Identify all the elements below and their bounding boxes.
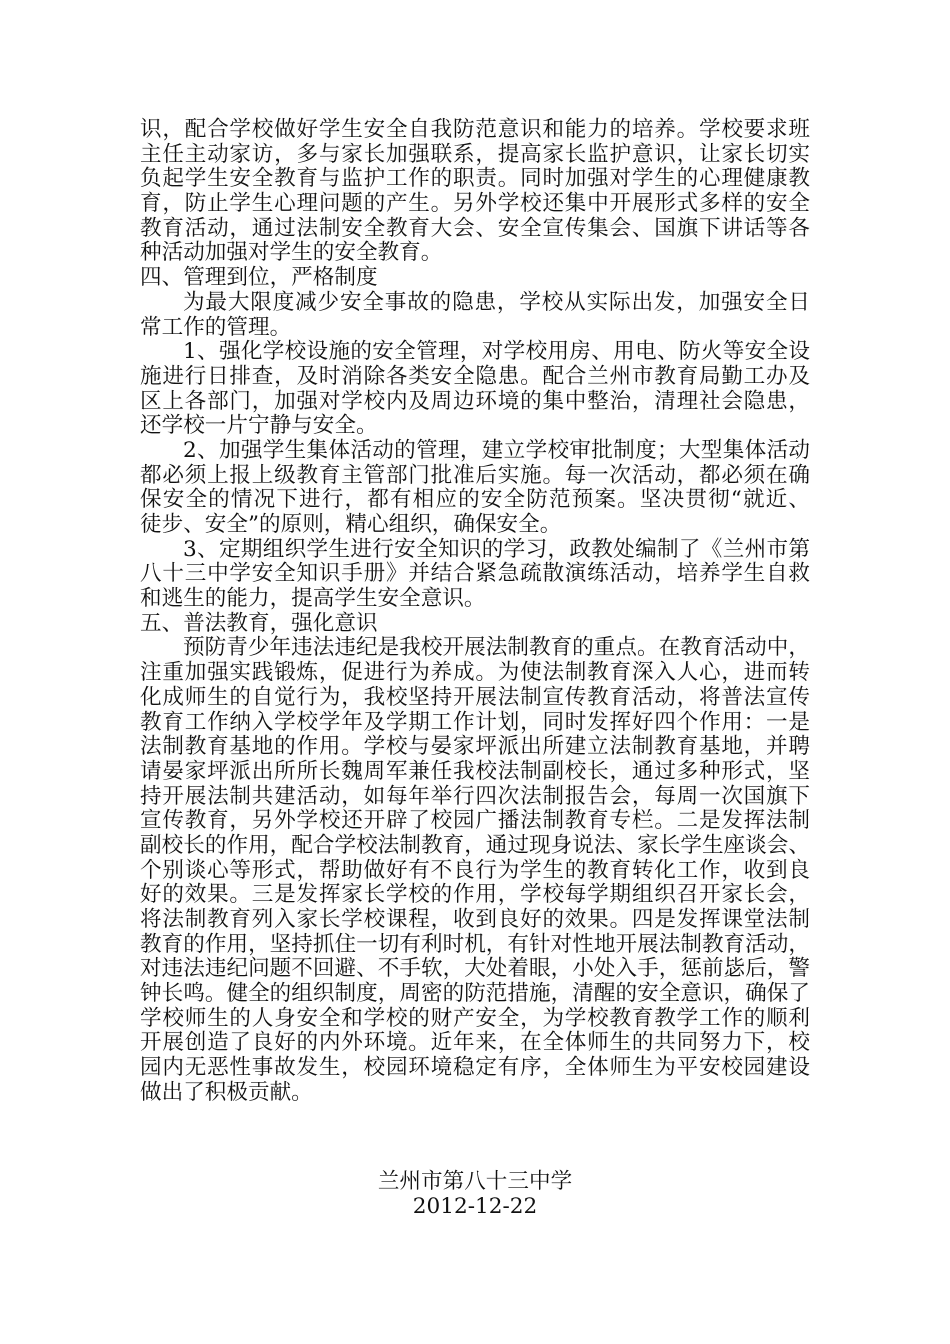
text-line: 施进行日排查，及时消除各类安全隐患。配合兰州市教育局勤工办及 — [140, 363, 810, 389]
signature-date: 2012-12-22 — [412, 1194, 538, 1219]
text-line: 常工作的管理。 — [140, 314, 292, 340]
text-line: 育，防止学生心理问题的产生。另外学校还集中开展形式多样的安全 — [140, 191, 810, 217]
text-line: 副校长的作用，配合学校法制教育，通过现身说法、家长学生座谈会、 — [140, 832, 810, 858]
text-line: 和逃生的能力，提高学生安全意识。 — [140, 586, 486, 612]
text-line: 请晏家坪派出所所长魏周军兼任我校法制副校长，通过多种形式，坚 — [140, 758, 810, 784]
text-line: 为最大限度减少安全事故的隐患，学校从实际出发，加强安全日 — [183, 289, 810, 315]
text-line: 教育工作纳入学校学年及学期工作计划，同时发挥好四个作用：一是 — [140, 709, 810, 735]
text-line: 个别谈心等形式，帮助做好有不良行为学生的教育转化工作，收到良 — [140, 857, 810, 883]
text-line: 宣传教育，另外学校还开辟了校园广播法制教育专栏。二是发挥法制 — [140, 808, 810, 834]
text-line: 五、普法教育，强化意识 — [140, 610, 378, 636]
text-line: 3、定期组织学生进行安全知识的学习，政教处编制了《兰州市第 — [183, 536, 810, 562]
text-line: 开展创造了良好的内外环境。近年来，在全体师生的共同努力下，校 — [140, 1030, 810, 1056]
text-line: 八十三中学安全知识手册》并结合紧急疏散演练活动，培养学生自救 — [140, 561, 810, 587]
text-line: 1、强化学校设施的安全管理，对学校用房、用电、防火等安全设 — [183, 339, 810, 365]
text-line: 识，配合学校做好学生安全自我防范意识和能力的培养。学校要求班 — [140, 117, 810, 142]
text-line: 都必须上报上级教育主管部门批准后实施。每一次活动，都必须在确 — [140, 462, 810, 488]
text-line: 教育活动，通过法制安全教育大会、安全宣传集会、国旗下讲话等各 — [140, 215, 810, 241]
text-line: 还学校一片宁静与安全。 — [140, 413, 378, 439]
text-line: 主任主动家访，多与家长加强联系，提高家长监护意识，让家长切实 — [140, 141, 810, 167]
document-body — [140, 118, 810, 1106]
text-line: 预防青少年违法违纪是我校开展法制教育的重点。在教育活动中， — [183, 635, 810, 661]
text-line: 学校师生的人身安全和学校的财产安全，为学校教育教学工作的顺利 — [140, 1005, 810, 1031]
text-line: 区上各部门，加强对学校内及周边环境的集中整治，清理社会隐患， — [140, 388, 810, 414]
text-line: 四、管理到位，严格制度 — [140, 265, 378, 291]
text-line: 注重加强实践锻炼，促进行为养成。为使法制教育深入人心，进而转 — [140, 660, 810, 686]
text-line: 徒步、安全”的原则，精心组织，确保安全。 — [140, 512, 562, 537]
text-line: 种活动加强对学生的安全教育。 — [140, 240, 443, 266]
text-line: 持开展法制共建活动，如每年举行四次法制报告会，每周一次国旗下 — [140, 783, 810, 809]
text-line: 好的效果。三是发挥家长学校的作用，学校每学期组织召开家长会， — [140, 882, 810, 908]
text-line: 对违法违纪问题不回避、不手软，大处着眼，小处入手，惩前毖后，警 — [140, 956, 810, 982]
text-line: 法制教育基地的作用。学校与晏家坪派出所建立法制教育基地，并聘 — [140, 734, 810, 760]
text-line: 2、加强学生集体活动的管理，建立学校审批制度；大型集体活动 — [183, 437, 810, 463]
text-line: 保安全的情况下进行，都有相应的安全防范预案。坚决贯彻“就近、 — [140, 487, 810, 513]
text-line: 钟长鸣。健全的组织制度，周密的防范措施，清醒的安全意识，确保了 — [140, 981, 810, 1007]
signature-school: 兰州市第八十三中学 — [377, 1169, 573, 1194]
text-line: 教育的作用，坚持抓住一切有利时机，有针对性地开展法制教育活动， — [140, 931, 810, 957]
text-line: 负起学生安全教育与监护工作的职责。同时加强对学生的心理健康教 — [140, 166, 810, 192]
text-line: 将法制教育列入家长学校课程，收到良好的效果。四是发挥课堂法制 — [140, 907, 810, 932]
text-line: 做出了积极贡献。 — [140, 1079, 313, 1105]
text-line: 化成师生的自觉行为，我校坚持开展法制宣传教育活动，将普法宣传 — [140, 684, 810, 710]
text-line: 园内无恶性事故发生，校园环境稳定有序，全体师生为平安校园建设 — [140, 1055, 810, 1081]
